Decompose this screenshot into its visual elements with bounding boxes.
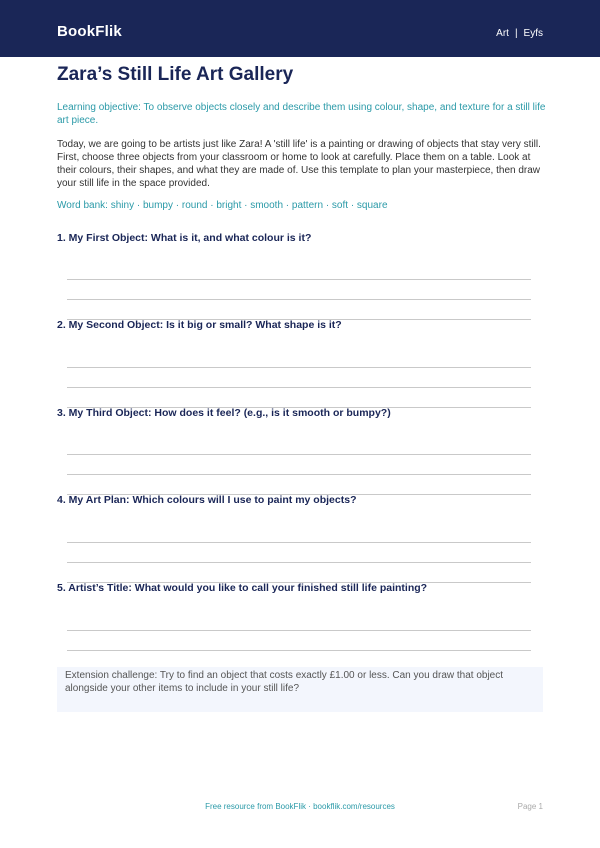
subject-label: Art <box>496 28 509 39</box>
header-separator: | <box>514 28 518 39</box>
answer-line-5a[interactable] <box>67 630 531 631</box>
footer-credit: Free resource from BookFlik · bookflik.com/resources <box>205 802 395 811</box>
answer-line-4a[interactable] <box>67 542 531 543</box>
page-header <box>0 0 600 57</box>
answer-line-2b[interactable] <box>67 387 531 388</box>
question-2: 2. My Second Object: Is it big or small? What shape is it? <box>57 319 342 331</box>
answer-line-4b[interactable] <box>67 562 531 563</box>
answer-line-1b[interactable] <box>67 299 531 300</box>
word-bank: Word bank: shiny · bumpy · round · bright · smooth · pattern · soft · square <box>57 200 388 211</box>
answer-line-2a[interactable] <box>67 367 531 368</box>
question-5: 5. Artist’s Title: What would you like to call your finished still life painting? <box>57 582 428 594</box>
page-title: Zara’s Still Life Art Gallery <box>57 64 294 85</box>
question-4: 4. My Art Plan: Which colours will I use to paint my objects? <box>57 494 357 506</box>
answer-line-5b[interactable] <box>67 650 531 651</box>
answer-line-3b[interactable] <box>67 474 531 475</box>
question-1: 1. My First Object: What is it, and what colour is it? <box>57 232 312 244</box>
brand-logo-text: BookFlik <box>57 23 122 40</box>
level-label: Eyfs <box>523 28 543 39</box>
intro-paragraph: Today, we are going to be artists just like Zara! A 'still life' is a painting or drawing of objects that stay very still. First, choose three objects from your classroom or home to look at carefully. Place them on a table. Look at their colours, their shapes, and what they are made of. Use this template to plan your masterpiece, then draw your still life in the space provided. <box>57 139 541 189</box>
extension-challenge-box <box>57 667 543 712</box>
question-3: 3. My Third Object: How does it feel? (e.g., is it smooth or bumpy?) <box>57 407 391 419</box>
learning-objective: Learning objective: To observe objects closely and describe them using colour, shape, and texture for a still life art piece. <box>57 102 546 126</box>
header-meta <box>496 28 543 39</box>
answer-line-3a[interactable] <box>67 454 531 455</box>
extension-challenge-text: Extension challenge: Try to find an object that costs exactly £1.00 or less. Can you draw that object alongside your other items to include in your still life? <box>65 670 504 694</box>
page-number: Page 1 <box>517 802 543 811</box>
answer-line-1a[interactable] <box>67 279 531 280</box>
